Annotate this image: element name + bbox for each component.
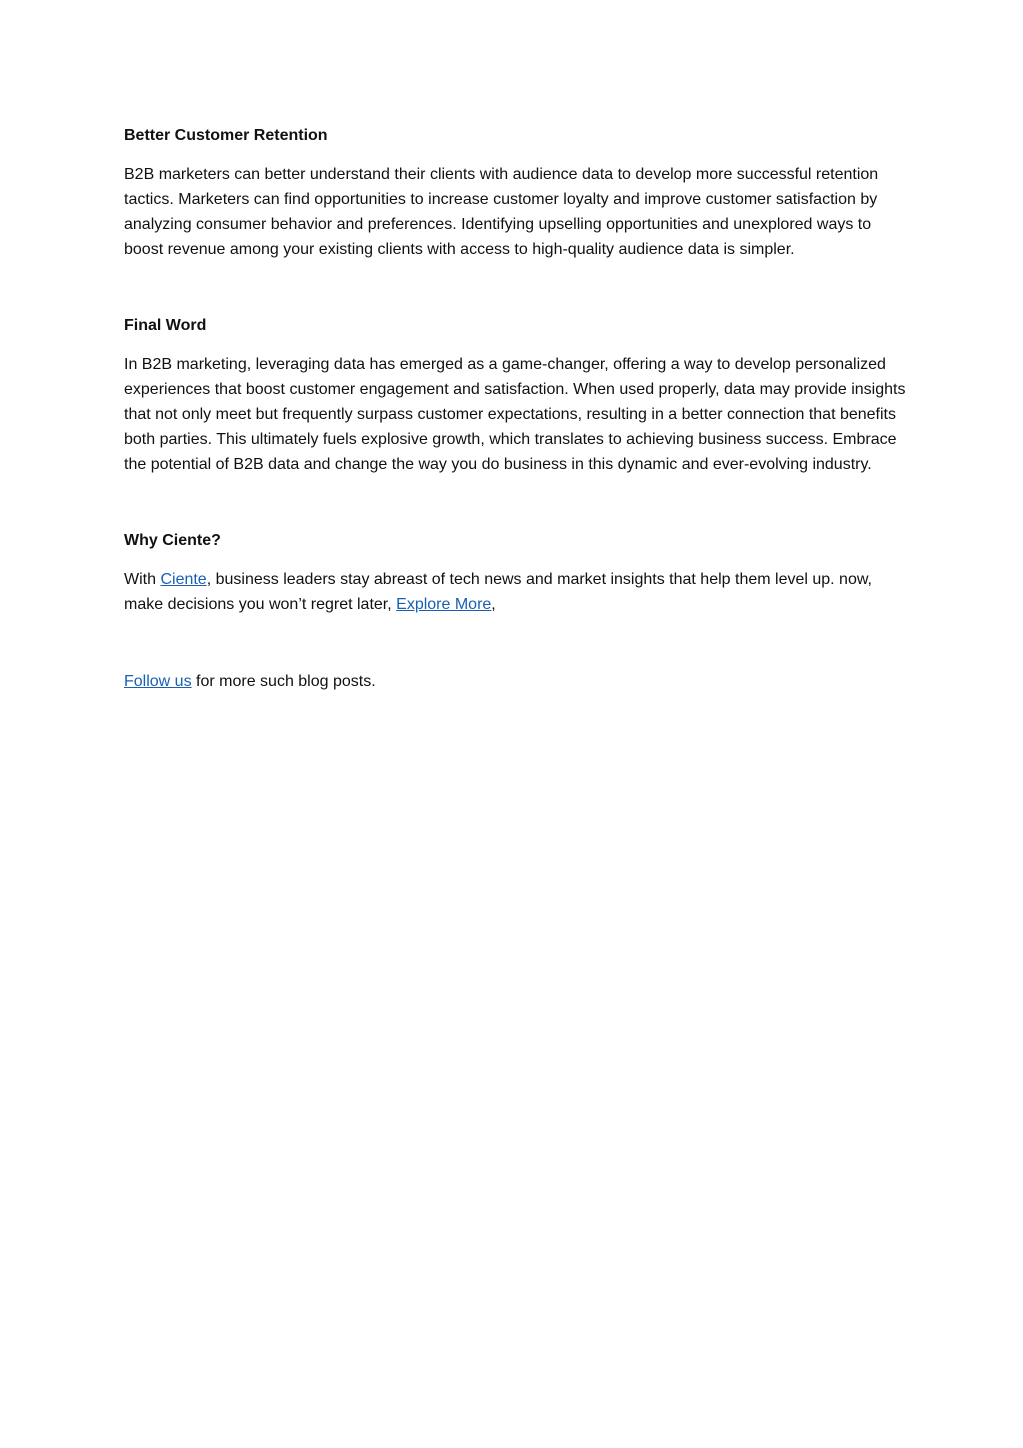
document-content <box>124 124 908 694</box>
follow-us-link[interactable]: Follow us <box>124 673 192 690</box>
spacer <box>124 262 908 314</box>
section-body-retention: B2B marketers can better understand their clients with audience data to develop more successful retention tactics. Marketers can find opportunities to increase customer loyalty and improve customer satisfaction by analyzing consumer behavior and preferences. Identifying upselling opportunities and unexplored ways to boost revenue among your existing clients with access to high-quality audience data is simpler. <box>124 166 879 258</box>
section-body-why-ciente <box>124 567 908 617</box>
why-ciente-suffix: , <box>491 596 496 613</box>
follow-line <box>124 669 908 694</box>
ciente-link[interactable]: Ciente <box>160 571 207 588</box>
follow-text: for more such blog posts. <box>191 673 376 690</box>
section-heading-final-word: Final Word <box>124 317 207 334</box>
section-heading-retention: Better Customer Retention <box>124 127 328 144</box>
spacer <box>124 477 908 529</box>
why-ciente-middle: , business leaders stay abreast of tech news and market insights that help them level up. now, make decisions you won’t regret later, <box>124 571 872 613</box>
spacer <box>124 617 908 669</box>
explore-more-link[interactable]: Explore More <box>396 596 492 613</box>
why-ciente-prefix: With <box>124 571 161 588</box>
section-heading-why-ciente: Why Ciente? <box>124 532 221 549</box>
section-body-final-word: In B2B marketing, leveraging data has emerged as a game-changer, offering a way to develop personalized experiences that boost customer engagement and satisfaction. When used properly, data may provide insights that not only meet but frequently surpass customer expectations, resulting in a better connection that benefits both parties. This ultimately fuels explosive growth, which translates to achieving business success. Embrace the potential of B2B data and change the way you do business in this dynamic and ever-evolving industry. <box>124 356 906 473</box>
